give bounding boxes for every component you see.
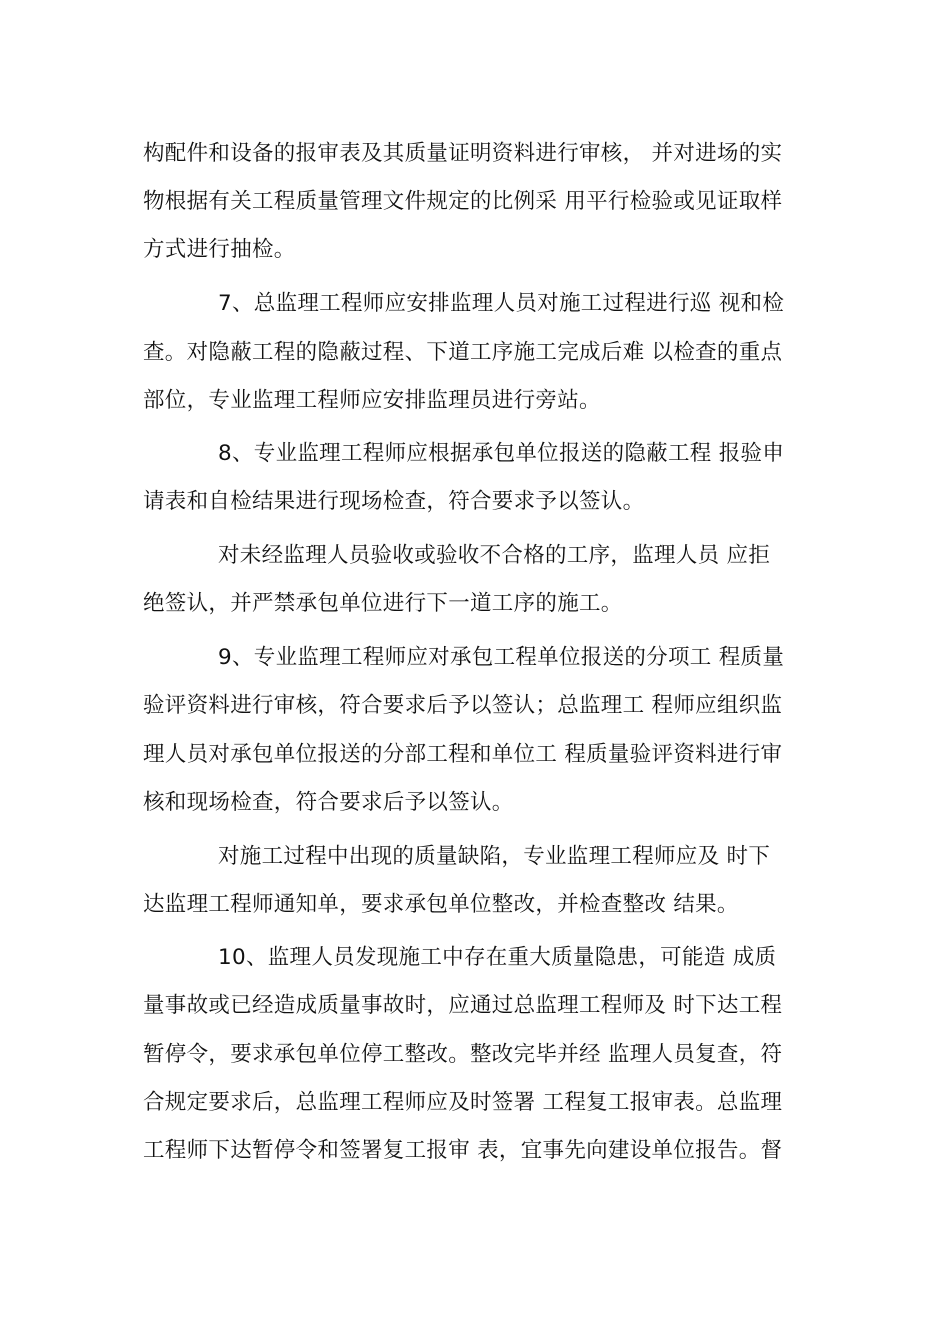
text-line: 部位，专业监理工程师应安排监理员进行旁站。 (143, 388, 601, 413)
text-line: 物根据有关工程质量管理文件规定的比例采 用平行检验或见证取样 (143, 189, 783, 214)
text-line: 量事故或已经造成质量事故时，应通过总监理工程师及 时下达工程 (143, 993, 783, 1018)
text-line: 对未经监理人员验收或验收不合格的工序，监理人员 应拒 (218, 543, 771, 568)
text-line: 工程师下达暂停令和签署复工报审 表，宜事先向建设单位报告。督 (143, 1138, 783, 1163)
text-line: 方式进行抽检。 (143, 237, 296, 262)
text-line: 请表和自检结果进行现场检查，符合要求予以签认。 (143, 489, 645, 514)
text-line: 10、监理人员发现施工中存在重大质量隐患，可能造 成质 (218, 945, 777, 970)
text-line: 绝签认，并严禁承包单位进行下一道工序的施工。 (143, 591, 623, 616)
text-line: 合规定要求后，总监理工程师应及时签署 工程复工报审表。总监理 (143, 1090, 783, 1115)
text-line: 核和现场检查，符合要求后予以签认。 (143, 790, 514, 815)
text-line: 达监理工程师通知单，要求承包单位整改，并检查整改 结果。 (143, 892, 739, 917)
text-line: 9、专业监理工程师应对承包工程单位报送的分项工 程质量 (218, 645, 785, 670)
text-line: 暂停令，要求承包单位停工整改。整改完毕并经 监理人员复查，符 (143, 1042, 783, 1067)
text-line: 查。对隐蔽工程的隐蔽过程、下道工序施工完成后难 以检查的重点 (143, 340, 783, 365)
text-line: 8、专业监理工程师应根据承包单位报送的隐蔽工程 报验申 (218, 441, 785, 466)
text-line: 验评资料进行审核，符合要求后予以签认；总监理工 程师应组织监 (143, 693, 783, 718)
text-line: 对施工过程中出现的质量缺陷，专业监理工程师应及 时下 (218, 844, 771, 869)
text-line: 理人员对承包单位报送的分部工程和单位工 程质量验评资料进行审 (143, 742, 783, 767)
text-line: 构配件和设备的报审表及其质量证明资料进行审核， 并对进场的实 (143, 141, 783, 166)
text-line: 7、总监理工程师应安排监理人员对施工过程进行巡 视和检 (218, 291, 785, 316)
